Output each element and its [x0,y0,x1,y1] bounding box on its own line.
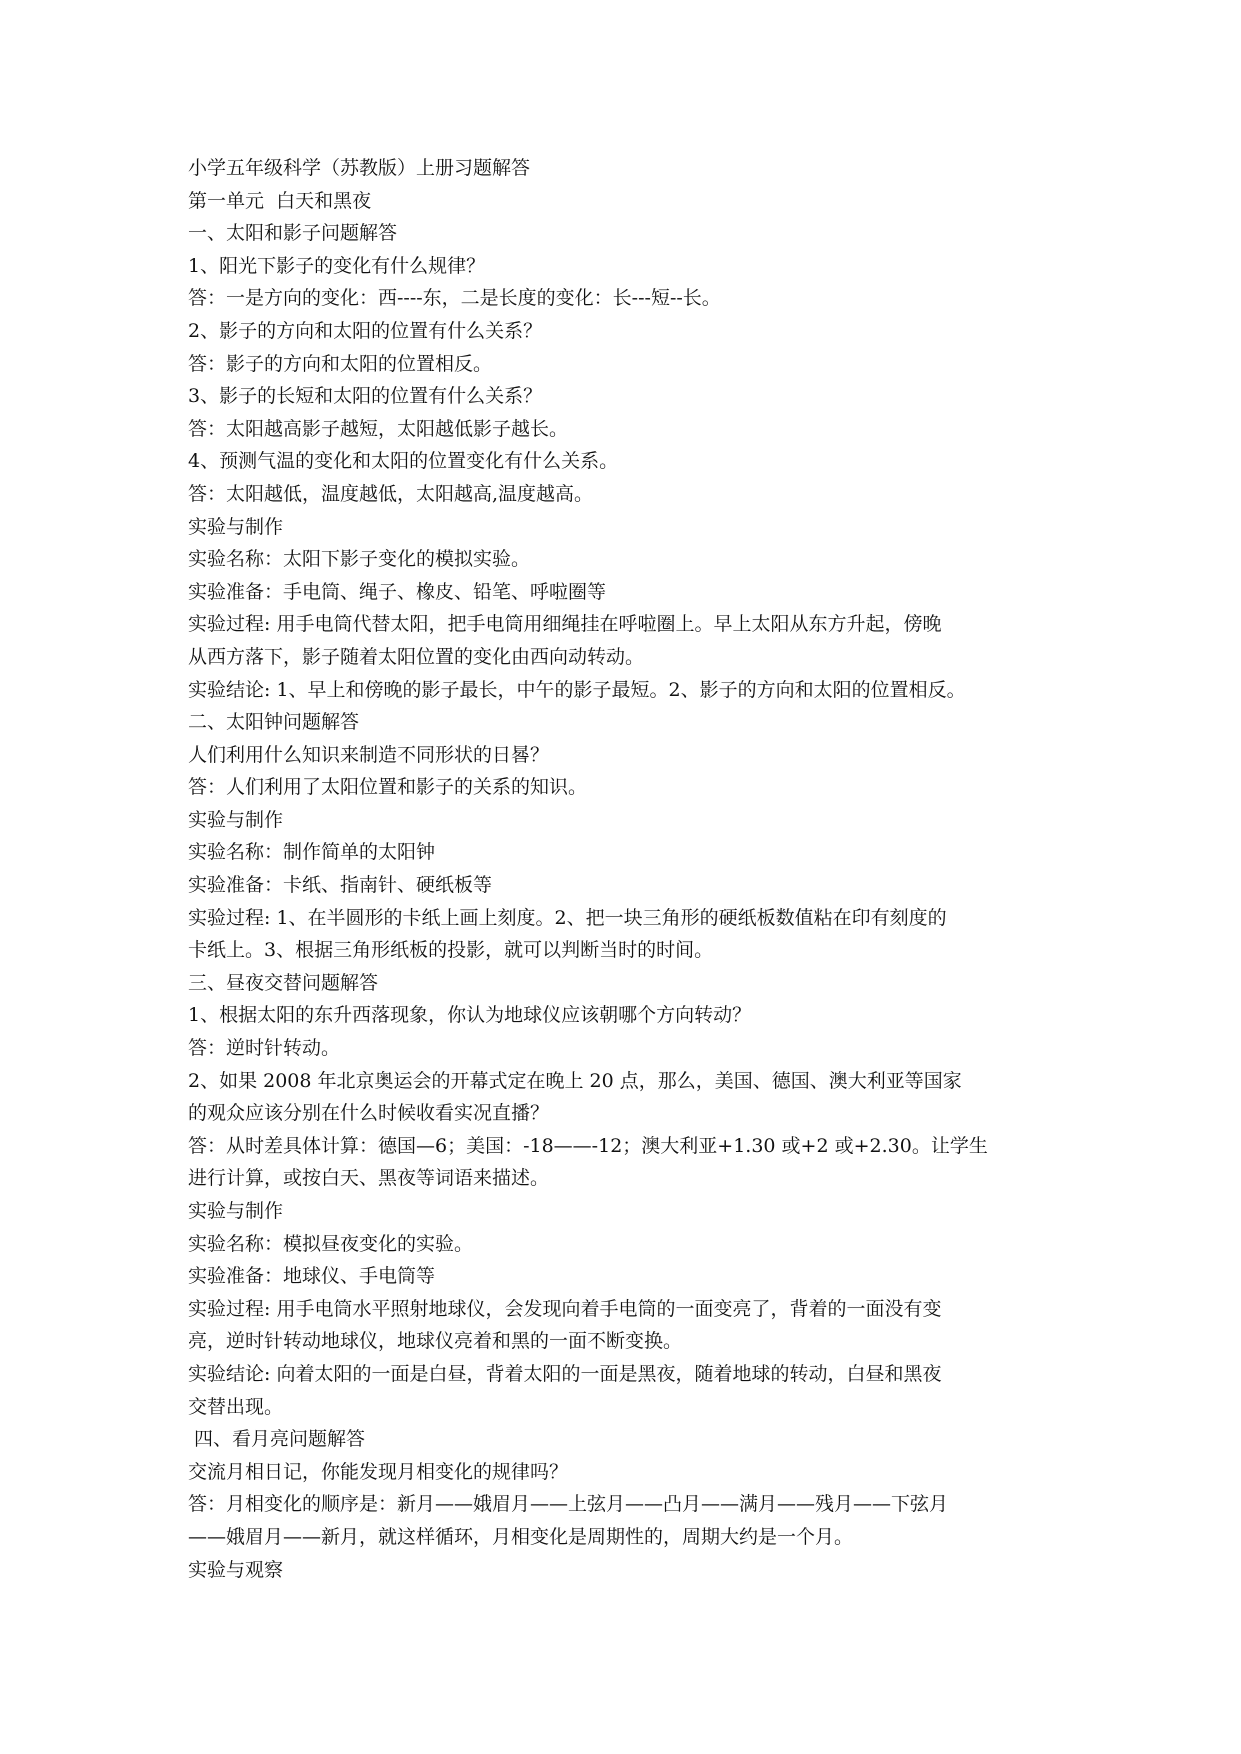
answer-line: 答：人们利用了太阳位置和影子的关系的知识。 [188,776,588,799]
question-line: 3、影子的长短和太阳的位置有什么关系？ [188,385,543,408]
experiment-line: 实验名称：太阳下影子变化的模拟实验。 [188,548,531,571]
document-title: 小学五年级科学（苏教版）上册习题解答 [188,157,531,179]
subsection-heading: 实验与制作 [188,515,284,538]
question-line: 人们利用什么知识来制造不同形状的日晷？ [188,743,550,766]
question-line: 交流月相日记，你能发现月相变化的规律吗？ [188,1460,569,1483]
answer-line: 答：一是方向的变化：西----东，二是长度的变化：长---短--长。 [188,287,721,310]
document-body [188,152,1060,1586]
experiment-line: 实验名称：模拟昼夜变化的实验。 [188,1232,474,1255]
subsection-heading: 实验与观察 [188,1558,284,1581]
question-line: 的观众应该分别在什么时候收看实况直播？ [188,1102,550,1125]
section-heading-4: 四、看月亮问题解答 [188,1428,366,1451]
answer-line: 答：影子的方向和太阳的位置相反。 [188,352,493,375]
unit-heading: 第一单元 白天和黑夜 [188,189,372,212]
experiment-line: 实验准备：地球仪、手电筒等 [188,1265,436,1288]
subsection-heading: 实验与制作 [188,808,284,831]
experiment-line: 实验准备：手电筒、绳子、橡皮、铅笔、呼啦圈等 [188,580,607,603]
experiment-line: 亮，逆时针转动地球仪，地球仪亮着和黑的一面不断变换。 [188,1330,683,1353]
section-heading-3: 三、昼夜交替问题解答 [188,971,379,994]
experiment-line: 实验名称：制作简单的太阳钟 [188,841,436,864]
question-line: 4、预测气温的变化和太阳的位置变化有什么关系。 [188,450,619,473]
answer-line: 答：月相变化的顺序是：新月——娥眉月——上弦月——凸月——满月——残月——下弦月 [188,1493,949,1516]
section-heading-1: 一、太阳和影子问题解答 [188,222,398,245]
experiment-line: 实验结论: 1、早上和傍晚的影子最长，中午的影子最短。2、影子的方向和太阳的位置相反。 [188,678,966,701]
section-heading-2: 二、太阳钟问题解答 [188,711,360,734]
question-line: 2、如果 2008 年北京奥运会的开幕式定在晚上 20 点，那么，美国、德国、澳大利亚等国家 [188,1069,962,1092]
experiment-line: 卡纸上。3、根据三角形纸板的投影，就可以判断当时的时间。 [188,939,714,962]
answer-line: 进行计算，或按白天、黑夜等词语来描述。 [188,1167,550,1190]
answer-line: 答：从时差具体计算：德国—6；美国：-18——-12；澳大利亚+1.30 或+2 或+2.30。让学生 [188,1134,988,1157]
experiment-line: 实验过程: 用手电筒水平照射地球仪，会发现向着手电筒的一面变亮了，背着的一面没有变 [188,1297,942,1320]
answer-line: 答：太阳越高影子越短，太阳越低影子越长。 [188,417,569,440]
question-line: 2、影子的方向和太阳的位置有什么关系？ [188,319,543,342]
experiment-line: 实验过程: 1、在半圆形的卡纸上画上刻度。2、把一块三角形的硬纸板数值粘在印有刻度的 [188,906,947,929]
question-line: 1、根据太阳的东升西落现象，你认为地球仪应该朝哪个方向转动？ [188,1004,752,1027]
experiment-line: 交替出现。 [188,1395,284,1418]
experiment-line: 实验准备：卡纸、指南针、硬纸板等 [188,874,493,897]
question-line: 1、阳光下影子的变化有什么规律？ [188,254,486,277]
experiment-line: 实验过程: 用手电筒代替太阳，把手电筒用细绳挂在呼啦圈上。早上太阳从东方升起，傍晚 [188,613,942,636]
experiment-line: 从西方落下，影子随着太阳位置的变化由西向动转动。 [188,645,645,668]
experiment-line: 实验结论: 向着太阳的一面是白昼，背着太阳的一面是黑夜，随着地球的转动，白昼和黑夜 [188,1362,942,1385]
subsection-heading: 实验与制作 [188,1200,284,1222]
answer-line: 答：太阳越低，温度越低，太阳越高,温度越高。 [188,482,594,505]
answer-line: ——娥眉月——新月，就这样循环，月相变化是周期性的，周期大约是一个月。 [188,1525,854,1548]
answer-line: 答：逆时针转动。 [188,1037,341,1060]
